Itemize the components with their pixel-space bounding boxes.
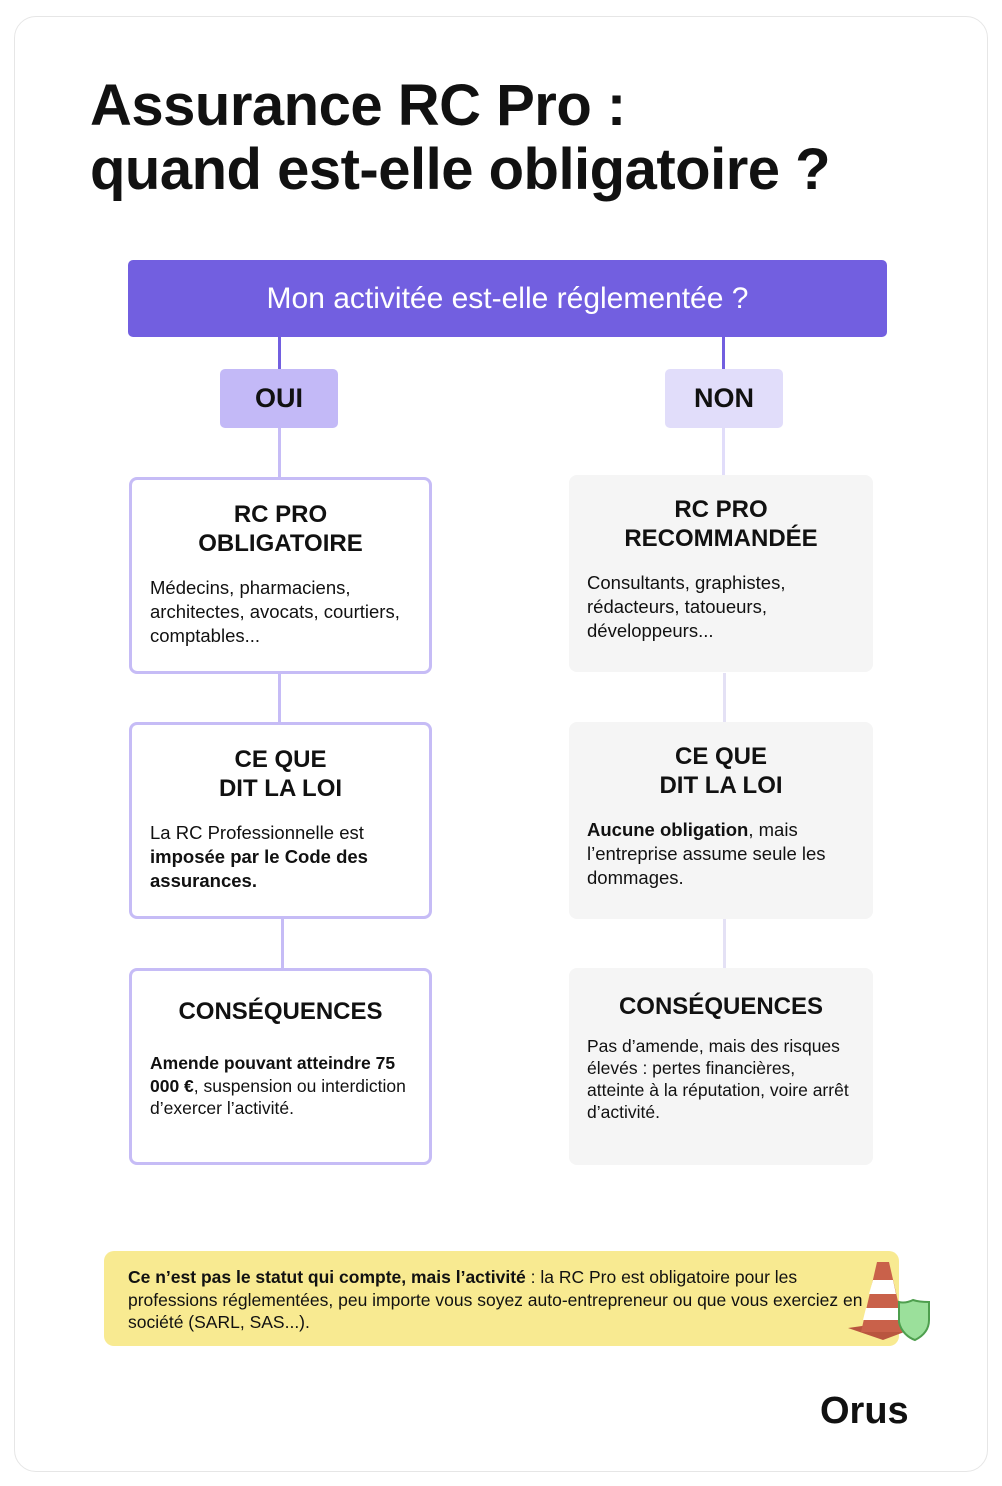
question-box: Mon activitée est-elle réglementée ?: [128, 260, 887, 337]
connector: [722, 337, 725, 369]
info-note: [104, 1251, 899, 1346]
connector: [278, 428, 281, 477]
text-plain: La RC Professionnelle est: [150, 822, 364, 843]
title-line-2: quand est-elle obligatoire ?: [90, 137, 831, 202]
text-bold: imposée par le Code des assurances.: [150, 846, 368, 891]
card-text: [150, 1052, 411, 1120]
card-text: [587, 818, 855, 890]
connector: [281, 918, 284, 968]
card-text: Consultants, graphistes, rédacteurs, tatoueurs, développeurs...: [587, 572, 786, 641]
connector: [278, 673, 281, 722]
card-loi-oui: [129, 722, 432, 919]
card-title: CONSÉQUENCES: [618, 993, 824, 1020]
no-tag: NON: [665, 369, 783, 428]
yes-tag: OUI: [220, 369, 338, 428]
connector: [723, 673, 726, 722]
brand-logo: Orus: [820, 1390, 909, 1432]
card-text: [150, 821, 411, 893]
page-title: [90, 74, 830, 202]
card-title: CONSÉQUENCES: [178, 998, 383, 1025]
note-text: : la RC Pro est obligatoire pour les professions réglementées, peu importe vous soyez auto-entrepreneur ou que vous exerciez en société (SARL, SAS...).: [128, 1267, 863, 1332]
card-rc-pro-obligatoire: [129, 477, 432, 674]
note-bold: Ce n’est pas le statut qui compte, mais l’activité: [128, 1267, 526, 1287]
card-text: Pas d’amende, mais des risques élevés : pertes financières, atteinte à la réputation, voire arrêt d’activité.: [587, 1036, 849, 1122]
connector: [278, 337, 281, 369]
card-consequences-non: [569, 968, 873, 1165]
card-consequences-oui: [129, 968, 432, 1165]
card-title: RC PRO: [674, 496, 768, 523]
connector: [722, 428, 725, 475]
connector: [723, 918, 726, 968]
text-plain: , suspension ou interdiction d’exercer l’activité.: [150, 1075, 406, 1118]
text-plain: , mais l’entreprise assume seule les dommages.: [587, 819, 826, 888]
traffic-cone-shield-icon: [845, 1256, 935, 1346]
card-text: Médecins, pharmaciens, architectes, avocats, courtiers, comptables...: [150, 577, 400, 646]
card-title: RECOMMANDÉE: [624, 525, 818, 552]
card-title: DIT LA LOI: [218, 775, 343, 802]
card-rc-pro-recommandee: [569, 475, 873, 672]
card-title: OBLIGATOIRE: [198, 530, 363, 557]
text-bold: Amende pouvant atteindre 75 000 €: [150, 1053, 396, 1096]
card-title: CE QUE: [234, 746, 327, 773]
text-bold: Aucune obligation: [587, 819, 749, 840]
title-line-1: Assurance RC Pro :: [90, 73, 626, 138]
card-title: DIT LA LOI: [659, 772, 783, 799]
card-title: RC PRO: [233, 501, 328, 528]
card-loi-non: [569, 722, 873, 919]
card-title: CE QUE: [674, 743, 767, 770]
